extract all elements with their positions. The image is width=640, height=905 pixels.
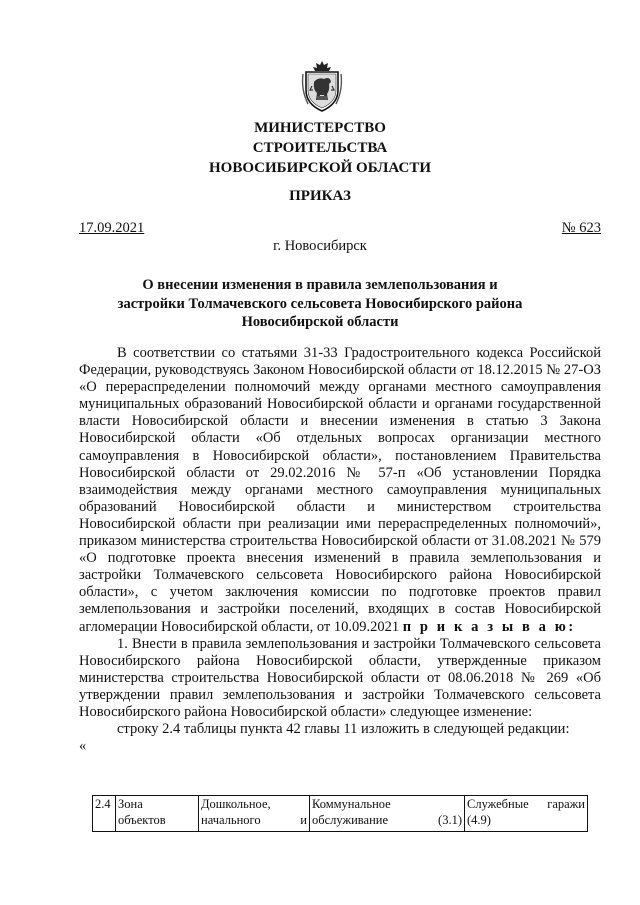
zone-line-2: объектов	[118, 812, 166, 827]
coat-of-arms-icon	[300, 60, 344, 112]
ministry-name	[0, 118, 640, 178]
document-body	[79, 345, 601, 755]
garages-line-1	[467, 797, 585, 813]
document-title: О внесении изменения в правила землепользования и застройки Толмачевского сельсовета Новосибирского района Новосибирской области	[117, 277, 523, 331]
document-city: г. Новосибирск	[273, 238, 367, 254]
table-cell-zone	[116, 796, 199, 832]
education-line-2	[201, 813, 307, 829]
order-word: п р и к а з ы в а ю:	[402, 618, 576, 635]
table-row	[93, 796, 588, 832]
communal-line-2	[312, 813, 462, 829]
ministry-line-1: МИНИСТЕРСТВО	[254, 120, 386, 136]
education-line-2b: и	[300, 812, 307, 827]
education-line-2a: начального	[201, 812, 261, 827]
education-line-1: Дошкольное,	[201, 797, 271, 811]
document-date: 17.09.2021	[79, 220, 145, 236]
ministry-line-3: НОВОСИБИРСКОЙ ОБЛАСТИ	[208, 160, 432, 176]
table-cell-number: 2.4	[93, 796, 116, 832]
document-type: ПРИКАЗ	[289, 188, 351, 204]
zone-line-1: Зона	[118, 797, 143, 811]
garages-line-1b: гаражи	[547, 797, 585, 811]
communal-line-2b: (3.1)	[438, 812, 462, 827]
ministry-line-2: СТРОИТЕЛЬСТВА	[252, 140, 388, 156]
garages-line-2: (4.9)	[467, 812, 491, 827]
garages-line-1a: Служебные	[467, 797, 529, 811]
item-1-paragraph: 1. Внести в правила землепользования и застройки Толмачевского сельсовета Новосибирского района Новосибирской области, утвержденные приказом министерства строительства Новосибирской области от 08.06.2018 № 269 «Об утверждении правил землепользования и застройки Толмачевского сельсовета Новосибирского района Новосибирской области» следующее изменение:	[79, 635, 601, 720]
open-quote: «	[79, 738, 87, 755]
document-number: № 623	[561, 220, 601, 236]
communal-line-1: Коммунальное	[312, 797, 391, 811]
preamble-text: В соответствии со статьями 31-33 Градостроительного кодекса Российской Федерации, руководствуясь Законом Новосибирской области от 18.12.2015 № 27-ОЗ «О перераспределении полномочий между органами местного самоуправления муниципальных образований Новосибирской области и органами государственной власти Новосибирской области и внесении изменения в статью 3 Закона Новосибирской области «Об отдельных вопросах организации местного самоуправления в Новосибирской области», постановлением Правительства Новосибирской области от 29.02.2016 № 57-п «Об установлении Порядка взаимодействия между органами местного самоуправления муниципальных образований Новосибирской области и министерством строительства Новосибирской области при реализации ими перераспределенных полномочий», приказом министерства строительства Новосибирской области от 31.08.2021 № 579 «О подготовке проекта внесения изменений в правила землепользования и застройки Толмачевского сельсовета Новосибирского района Новосибирской области», с учетом заключения комиссии по подготовке проектов правил землепользования и застройки поселений, входящих в состав Новосибирской агломерации Новосибирской области, от 10.09.2021	[79, 345, 601, 635]
amendment-table	[92, 795, 588, 832]
row-instruction: строку 2.4 таблицы пункта 42 главы 11 изложить в следующей редакции:	[117, 721, 570, 738]
table-cell-communal	[310, 796, 465, 832]
preamble-paragraph	[79, 345, 601, 636]
communal-line-2a: обслуживание	[312, 812, 389, 827]
table-cell-garages	[465, 796, 588, 832]
table-cell-education	[199, 796, 310, 832]
